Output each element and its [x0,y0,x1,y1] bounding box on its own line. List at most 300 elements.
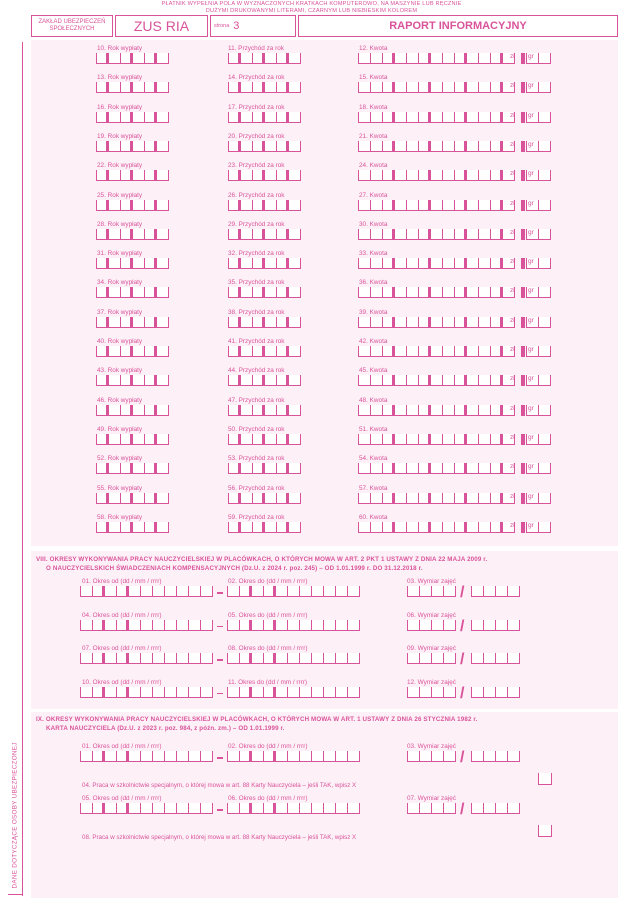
kwota-zl-boxes-cell[interactable] [443,463,455,473]
kwota-zl-boxes-cell[interactable] [479,317,491,327]
rok-wyplaty-boxes-cell[interactable] [109,463,121,473]
kwota-zl-boxes-cell[interactable] [407,200,419,210]
kwota-zl-boxes-cell[interactable] [359,317,371,327]
kwota-zl-boxes-cell[interactable] [479,170,491,180]
kwota-zl-boxes-cell[interactable] [491,522,503,532]
przychod-za-rok-boxes[interactable] [228,53,301,64]
wymiar-mianownik-boxes-cell[interactable] [472,803,484,813]
okres-do-boxes-cell[interactable] [228,620,240,630]
kwota-zl-boxes-cell[interactable] [359,434,371,444]
przychod-za-rok-boxes-cell[interactable] [229,434,241,444]
kwota-zl-boxes-cell[interactable] [359,287,371,297]
rok-wyplaty-boxes-cell[interactable] [133,493,145,503]
rok-wyplaty-boxes-cell[interactable] [157,229,169,239]
kwota-zl-boxes[interactable] [358,112,515,123]
kwota-zl-boxes-cell[interactable] [455,141,467,151]
rok-wyplaty-boxes-cell[interactable] [97,258,109,268]
okres-od-boxes-cell[interactable] [105,653,117,663]
okres-do-boxes-cell[interactable] [240,586,252,596]
kwota-zl-boxes-cell[interactable] [455,463,467,473]
okres-od-boxes[interactable] [80,751,213,762]
kwota-zl-boxes-cell[interactable] [395,141,407,151]
okres-od-boxes-cell[interactable] [129,751,141,761]
kwota-zl-boxes-cell[interactable] [371,317,383,327]
przychod-za-rok-boxes[interactable] [228,229,301,240]
okres-do-boxes[interactable] [227,620,360,631]
przychod-za-rok-boxes-cell[interactable] [289,493,301,503]
okres-od-boxes[interactable] [80,586,213,597]
okres-do-boxes-cell[interactable] [324,751,336,761]
wymiar-licznik-boxes-cell[interactable] [432,586,444,596]
rok-wyplaty-boxes-cell[interactable] [121,53,133,63]
przychod-za-rok-boxes[interactable] [228,493,301,504]
rok-wyplaty-boxes-cell[interactable] [109,434,121,444]
kwota-zl-boxes-cell[interactable] [467,317,479,327]
kwota-zl-boxes-cell[interactable] [431,463,443,473]
przychod-za-rok-boxes-cell[interactable] [253,229,265,239]
kwota-zl-boxes-cell[interactable] [431,170,443,180]
kwota-zl-boxes-cell[interactable] [479,463,491,473]
przychod-za-rok-boxes-cell[interactable] [277,82,289,92]
okres-do-boxes-cell[interactable] [288,586,300,596]
okres-do-boxes-cell[interactable] [324,653,336,663]
wymiar-mianownik-boxes[interactable] [471,586,520,597]
okres-do-boxes-cell[interactable] [240,687,252,697]
rok-wyplaty-boxes-cell[interactable] [157,463,169,473]
wymiar-mianownik-boxes-cell[interactable] [496,751,508,761]
okres-do-boxes-cell[interactable] [348,751,360,761]
kwota-gr-boxes-cell[interactable] [539,493,551,503]
przychod-za-rok-boxes-cell[interactable] [229,287,241,297]
okres-od-boxes-cell[interactable] [201,586,213,596]
rok-wyplaty-boxes-cell[interactable] [121,287,133,297]
przychod-za-rok-boxes-cell[interactable] [253,53,265,63]
przychod-za-rok-boxes-cell[interactable] [229,493,241,503]
okres-od-boxes-cell[interactable] [201,620,213,630]
przychod-za-rok-boxes-cell[interactable] [277,375,289,385]
kwota-zl-boxes-cell[interactable] [419,405,431,415]
kwota-zl-boxes-cell[interactable] [359,493,371,503]
przychod-za-rok-boxes-cell[interactable] [241,141,253,151]
przychod-za-rok-boxes-cell[interactable] [253,258,265,268]
kwota-zl-boxes-cell[interactable] [383,141,395,151]
kwota-gr-boxes-cell[interactable] [539,287,551,297]
okres-od-boxes-cell[interactable] [201,687,213,697]
kwota-zl-boxes-cell[interactable] [419,53,431,63]
wymiar-mianownik-boxes-cell[interactable] [472,586,484,596]
przychod-za-rok-boxes-cell[interactable] [277,112,289,122]
przychod-za-rok-boxes-cell[interactable] [289,287,301,297]
przychod-za-rok-boxes[interactable] [228,287,301,298]
okres-do-boxes-cell[interactable] [348,620,360,630]
kwota-zl-boxes-cell[interactable] [371,287,383,297]
okres-od-boxes-cell[interactable] [117,620,129,630]
kwota-zl-boxes-cell[interactable] [407,463,419,473]
rok-wyplaty-boxes-cell[interactable] [157,53,169,63]
kwota-zl-boxes-cell[interactable] [455,493,467,503]
przychod-za-rok-boxes-cell[interactable] [265,229,277,239]
wymiar-licznik-boxes[interactable] [407,803,456,814]
okres-do-boxes-cell[interactable] [264,586,276,596]
przychod-za-rok-boxes-cell[interactable] [277,141,289,151]
rok-wyplaty-boxes[interactable] [96,82,169,93]
kwota-zl-boxes-cell[interactable] [359,141,371,151]
przychod-za-rok-boxes-cell[interactable] [241,463,253,473]
wymiar-mianownik-boxes-cell[interactable] [472,687,484,697]
okres-od-boxes-cell[interactable] [105,586,117,596]
kwota-zl-boxes-cell[interactable] [491,229,503,239]
kwota-zl-boxes-cell[interactable] [431,317,443,327]
przychod-za-rok-boxes-cell[interactable] [229,375,241,385]
okres-od-boxes-cell[interactable] [81,620,93,630]
wymiar-mianownik-boxes-cell[interactable] [496,687,508,697]
wymiar-licznik-boxes[interactable] [407,687,456,698]
kwota-zl-boxes-cell[interactable] [431,287,443,297]
rok-wyplaty-boxes-cell[interactable] [145,317,157,327]
kwota-zl-boxes-cell[interactable] [419,346,431,356]
okres-do-boxes-cell[interactable] [252,620,264,630]
okres-od-boxes-cell[interactable] [141,687,153,697]
okres-od-boxes-cell[interactable] [165,803,177,813]
przychod-za-rok-boxes-cell[interactable] [241,346,253,356]
rok-wyplaty-boxes[interactable] [96,434,169,445]
kwota-zl-boxes-cell[interactable] [491,346,503,356]
okres-do-boxes-cell[interactable] [336,620,348,630]
kwota-zl-boxes-cell[interactable] [407,522,419,532]
przychod-za-rok-boxes-cell[interactable] [265,53,277,63]
okres-do-boxes-cell[interactable] [348,687,360,697]
rok-wyplaty-boxes-cell[interactable] [145,346,157,356]
okres-do-boxes-cell[interactable] [288,620,300,630]
kwota-zl-boxes-cell[interactable] [407,375,419,385]
kwota-zl-boxes-cell[interactable] [395,229,407,239]
kwota-zl-boxes-cell[interactable] [491,53,503,63]
kwota-zl-boxes-cell[interactable] [443,405,455,415]
okres-do-boxes-cell[interactable] [252,803,264,813]
okres-od-boxes-cell[interactable] [117,751,129,761]
kwota-zl-boxes-cell[interactable] [395,53,407,63]
okres-do-boxes[interactable] [227,687,360,698]
okres-do-boxes-cell[interactable] [300,620,312,630]
kwota-zl-boxes-cell[interactable] [359,522,371,532]
przychod-za-rok-boxes[interactable] [228,200,301,211]
rok-wyplaty-boxes-cell[interactable] [109,405,121,415]
rok-wyplaty-boxes[interactable] [96,346,169,357]
kwota-zl-boxes-cell[interactable] [479,522,491,532]
okres-do-boxes-cell[interactable] [336,803,348,813]
okres-od-boxes-cell[interactable] [81,803,93,813]
rok-wyplaty-boxes-cell[interactable] [133,229,145,239]
kwota-zl-boxes-cell[interactable] [467,434,479,444]
kwota-zl-boxes-cell[interactable] [455,522,467,532]
przychod-za-rok-boxes-cell[interactable] [241,434,253,444]
kwota-zl-boxes-cell[interactable] [467,493,479,503]
kwota-zl-boxes-cell[interactable] [371,522,383,532]
przychod-za-rok-boxes-cell[interactable] [265,82,277,92]
przychod-za-rok-boxes-cell[interactable] [241,493,253,503]
rok-wyplaty-boxes-cell[interactable] [157,112,169,122]
wymiar-mianownik-boxes-cell[interactable] [484,586,496,596]
okres-do-boxes-cell[interactable] [276,803,288,813]
okres-do-boxes-cell[interactable] [336,653,348,663]
okres-od-boxes-cell[interactable] [93,653,105,663]
rok-wyplaty-boxes-cell[interactable] [97,200,109,210]
wymiar-licznik-boxes-cell[interactable] [420,751,432,761]
kwota-gr-boxes-cell[interactable] [539,112,551,122]
kwota-zl-boxes-cell[interactable] [479,493,491,503]
rok-wyplaty-boxes-cell[interactable] [97,405,109,415]
kwota-zl-boxes-cell[interactable] [407,141,419,151]
kwota-zl-boxes-cell[interactable] [383,317,395,327]
kwota-zl-boxes-cell[interactable] [395,287,407,297]
kwota-zl-boxes-cell[interactable] [359,346,371,356]
kwota-zl-boxes-cell[interactable] [395,463,407,473]
kwota-zl-boxes-cell[interactable] [455,346,467,356]
kwota-zl-boxes-cell[interactable] [395,493,407,503]
przychod-za-rok-boxes-cell[interactable] [289,317,301,327]
przychod-za-rok-boxes-cell[interactable] [241,258,253,268]
okres-do-boxes-cell[interactable] [228,803,240,813]
rok-wyplaty-boxes[interactable] [96,405,169,416]
kwota-zl-boxes-cell[interactable] [431,522,443,532]
rok-wyplaty-boxes-cell[interactable] [121,522,133,532]
kwota-zl-boxes-cell[interactable] [455,287,467,297]
kwota-zl-boxes-cell[interactable] [371,170,383,180]
kwota-zl-boxes-cell[interactable] [419,317,431,327]
kwota-zl-boxes-cell[interactable] [383,200,395,210]
kwota-zl-boxes-cell[interactable] [371,434,383,444]
kwota-zl-boxes-cell[interactable] [419,170,431,180]
wymiar-licznik-boxes-cell[interactable] [408,803,420,813]
rok-wyplaty-boxes-cell[interactable] [145,112,157,122]
okres-do-boxes-cell[interactable] [228,751,240,761]
kwota-zl-boxes-cell[interactable] [467,53,479,63]
przychod-za-rok-boxes-cell[interactable] [253,375,265,385]
okres-od-boxes-cell[interactable] [165,620,177,630]
kwota-zl-boxes-cell[interactable] [383,53,395,63]
kwota-zl-boxes-cell[interactable] [431,346,443,356]
okres-od-boxes-cell[interactable] [117,803,129,813]
przychod-za-rok-boxes-cell[interactable] [241,317,253,327]
okres-od-boxes-cell[interactable] [153,687,165,697]
rok-wyplaty-boxes-cell[interactable] [109,141,121,151]
przychod-za-rok-boxes[interactable] [228,112,301,123]
kwota-zl-boxes-cell[interactable] [491,317,503,327]
wymiar-licznik-boxes-cell[interactable] [444,803,456,813]
rok-wyplaty-boxes-cell[interactable] [133,463,145,473]
kwota-zl-boxes-cell[interactable] [431,53,443,63]
rok-wyplaty-boxes-cell[interactable] [145,200,157,210]
kwota-zl-boxes[interactable] [358,317,515,328]
kwota-zl-boxes-cell[interactable] [395,200,407,210]
kwota-zl-boxes-cell[interactable] [479,434,491,444]
okres-do-boxes-cell[interactable] [240,803,252,813]
rok-wyplaty-boxes-cell[interactable] [97,53,109,63]
okres-od-boxes-cell[interactable] [189,620,201,630]
okres-do-boxes-cell[interactable] [348,803,360,813]
rok-wyplaty-boxes-cell[interactable] [133,82,145,92]
wymiar-mianownik-boxes-cell[interactable] [496,586,508,596]
kwota-zl-boxes-cell[interactable] [383,287,395,297]
okres-do-boxes[interactable] [227,586,360,597]
rok-wyplaty-boxes-cell[interactable] [109,346,121,356]
okres-do-boxes-cell[interactable] [312,653,324,663]
okres-od-boxes-cell[interactable] [189,653,201,663]
rok-wyplaty-boxes[interactable] [96,229,169,240]
rok-wyplaty-boxes-cell[interactable] [121,112,133,122]
rok-wyplaty-boxes-cell[interactable] [133,434,145,444]
przychod-za-rok-boxes-cell[interactable] [265,258,277,268]
kwota-zl-boxes-cell[interactable] [407,317,419,327]
przychod-za-rok-boxes-cell[interactable] [253,170,265,180]
kwota-zl-boxes-cell[interactable] [443,317,455,327]
kwota-zl-boxes-cell[interactable] [479,53,491,63]
okres-od-boxes-cell[interactable] [129,687,141,697]
kwota-zl-boxes-cell[interactable] [479,287,491,297]
kwota-zl-boxes-cell[interactable] [455,200,467,210]
kwota-zl-boxes-cell[interactable] [359,53,371,63]
kwota-zl-boxes-cell[interactable] [491,141,503,151]
przychod-za-rok-boxes-cell[interactable] [277,229,289,239]
przychod-za-rok-boxes-cell[interactable] [289,82,301,92]
wymiar-licznik-boxes-cell[interactable] [444,653,456,663]
przychod-za-rok-boxes-cell[interactable] [253,493,265,503]
rok-wyplaty-boxes-cell[interactable] [109,375,121,385]
przychod-za-rok-boxes-cell[interactable] [277,463,289,473]
przychod-za-rok-boxes-cell[interactable] [265,141,277,151]
okres-od-boxes-cell[interactable] [93,687,105,697]
okres-od-boxes-cell[interactable] [153,803,165,813]
rok-wyplaty-boxes-cell[interactable] [157,375,169,385]
przychod-za-rok-boxes[interactable] [228,258,301,269]
przychod-za-rok-boxes-cell[interactable] [253,463,265,473]
wymiar-mianownik-boxes-cell[interactable] [508,751,520,761]
kwota-zl-boxes-cell[interactable] [431,434,443,444]
wymiar-licznik-boxes-cell[interactable] [420,803,432,813]
rok-wyplaty-boxes-cell[interactable] [145,493,157,503]
wymiar-licznik-boxes[interactable] [407,653,456,664]
rok-wyplaty-boxes-cell[interactable] [157,287,169,297]
okres-od-boxes-cell[interactable] [153,653,165,663]
kwota-gr-boxes-cell[interactable] [539,375,551,385]
rok-wyplaty-boxes-cell[interactable] [121,493,133,503]
wymiar-mianownik-boxes[interactable] [471,751,520,762]
kwota-gr-boxes-cell[interactable] [539,258,551,268]
okres-do-boxes-cell[interactable] [312,687,324,697]
kwota-zl-boxes-cell[interactable] [407,229,419,239]
wymiar-mianownik-boxes-cell[interactable] [508,586,520,596]
okres-od-boxes[interactable] [80,620,213,631]
wymiar-licznik-boxes-cell[interactable] [408,653,420,663]
rok-wyplaty-boxes-cell[interactable] [145,522,157,532]
rok-wyplaty-boxes-cell[interactable] [109,229,121,239]
kwota-zl-boxes-cell[interactable] [467,405,479,415]
okres-od-boxes-cell[interactable] [117,653,129,663]
okres-do-boxes-cell[interactable] [336,687,348,697]
przychod-za-rok-boxes[interactable] [228,346,301,357]
okres-od-boxes-cell[interactable] [189,803,201,813]
kwota-zl-boxes[interactable] [358,141,515,152]
kwota-zl-boxes-cell[interactable] [491,170,503,180]
przychod-za-rok-boxes-cell[interactable] [241,200,253,210]
kwota-zl-boxes-cell[interactable] [443,200,455,210]
okres-do-boxes-cell[interactable] [264,803,276,813]
kwota-zl-boxes-cell[interactable] [371,82,383,92]
kwota-zl-boxes-cell[interactable] [419,375,431,385]
kwota-zl-boxes-cell[interactable] [407,434,419,444]
rok-wyplaty-boxes[interactable] [96,522,169,533]
przychod-za-rok-boxes-cell[interactable] [253,82,265,92]
przychod-za-rok-boxes-cell[interactable] [289,522,301,532]
kwota-zl-boxes-cell[interactable] [491,200,503,210]
kwota-zl-boxes-cell[interactable] [383,493,395,503]
okres-od-boxes-cell[interactable] [93,803,105,813]
wymiar-licznik-boxes-cell[interactable] [420,687,432,697]
przychod-za-rok-boxes[interactable] [228,405,301,416]
rok-wyplaty-boxes-cell[interactable] [109,522,121,532]
kwota-zl-boxes-cell[interactable] [371,258,383,268]
rok-wyplaty-boxes-cell[interactable] [133,375,145,385]
okres-do-boxes-cell[interactable] [228,653,240,663]
rok-wyplaty-boxes[interactable] [96,317,169,328]
rok-wyplaty-boxes-cell[interactable] [97,229,109,239]
kwota-zl-boxes-cell[interactable] [407,287,419,297]
kwota-zl-boxes-cell[interactable] [395,405,407,415]
kwota-gr-boxes-cell[interactable] [539,53,551,63]
przychod-za-rok-boxes-cell[interactable] [241,375,253,385]
okres-do-boxes-cell[interactable] [264,751,276,761]
kwota-zl-boxes-cell[interactable] [383,82,395,92]
rok-wyplaty-boxes-cell[interactable] [157,434,169,444]
okres-do-boxes-cell[interactable] [312,751,324,761]
okres-od-boxes-cell[interactable] [129,586,141,596]
kwota-zl-boxes-cell[interactable] [491,434,503,444]
rok-wyplaty-boxes-cell[interactable] [121,346,133,356]
przychod-za-rok-boxes-cell[interactable] [241,53,253,63]
kwota-zl-boxes-cell[interactable] [479,375,491,385]
kwota-zl-boxes-cell[interactable] [359,170,371,180]
rok-wyplaty-boxes-cell[interactable] [157,317,169,327]
kwota-zl-boxes-cell[interactable] [479,346,491,356]
przychod-za-rok-boxes-cell[interactable] [277,258,289,268]
przychod-za-rok-boxes-cell[interactable] [241,287,253,297]
rok-wyplaty-boxes-cell[interactable] [97,434,109,444]
kwota-zl-boxes-cell[interactable] [491,287,503,297]
kwota-zl-boxes[interactable] [358,200,515,211]
rok-wyplaty-boxes-cell[interactable] [97,522,109,532]
kwota-zl-boxes-cell[interactable] [395,317,407,327]
kwota-zl-boxes-cell[interactable] [383,346,395,356]
przychod-za-rok-boxes[interactable] [228,375,301,386]
kwota-zl-boxes-cell[interactable] [395,170,407,180]
kwota-zl-boxes[interactable] [358,346,515,357]
kwota-zl-boxes-cell[interactable] [443,493,455,503]
przychod-za-rok-boxes-cell[interactable] [265,200,277,210]
kwota-zl-boxes-cell[interactable] [371,141,383,151]
okres-od-boxes-cell[interactable] [81,687,93,697]
rok-wyplaty-boxes-cell[interactable] [121,170,133,180]
przychod-za-rok-boxes[interactable] [228,170,301,181]
rok-wyplaty-boxes-cell[interactable] [133,258,145,268]
okres-od-boxes-cell[interactable] [153,620,165,630]
kwota-zl-boxes-cell[interactable] [467,200,479,210]
okres-od-boxes-cell[interactable] [81,653,93,663]
kwota-zl-boxes-cell[interactable] [467,229,479,239]
okres-od-boxes-cell[interactable] [189,751,201,761]
rok-wyplaty-boxes-cell[interactable] [97,463,109,473]
kwota-zl-boxes-cell[interactable] [443,346,455,356]
kwota-zl-boxes-cell[interactable] [455,258,467,268]
